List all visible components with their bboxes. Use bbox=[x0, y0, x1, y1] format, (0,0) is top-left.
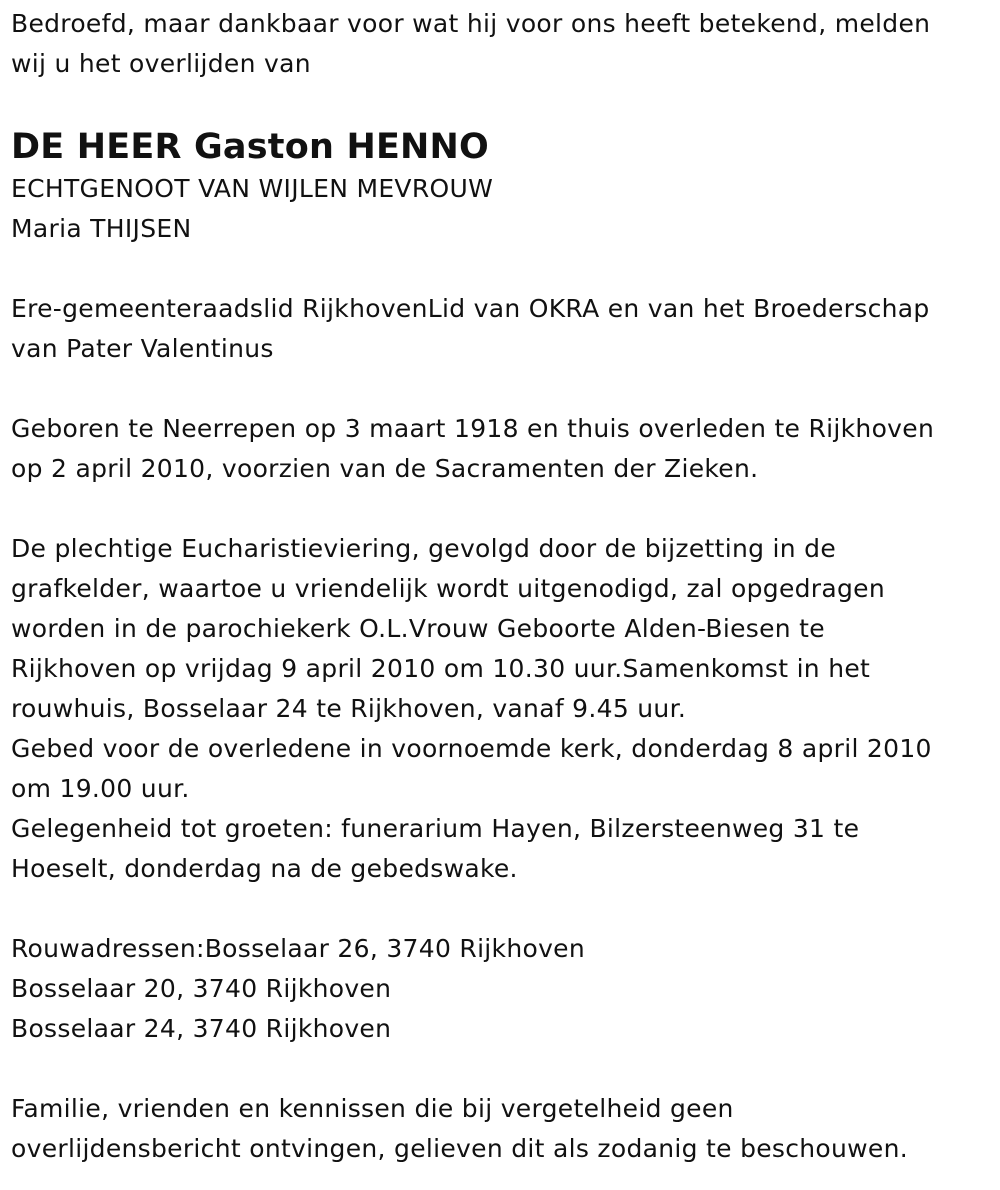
service-line-7: om 19.00 uur. bbox=[11, 774, 190, 803]
service-line-5: rouwhuis, Bosselaar 24 te Rijkhoven, vanaf 9.45 uur. bbox=[11, 694, 687, 723]
closing-line-2: overlijdensbericht ontvingen, gelieven dit als zodanig te beschouwen. bbox=[11, 1134, 908, 1163]
intro-paragraph bbox=[11, 4, 986, 84]
addresses-paragraph bbox=[11, 929, 986, 1049]
address-line-3: Bosselaar 24, 3740 Rijkhoven bbox=[11, 1014, 392, 1043]
memberships-paragraph bbox=[11, 289, 986, 369]
spouse-line-2: Maria THIJSEN bbox=[11, 214, 192, 243]
service-line-1: De plechtige Eucharistieviering, gevolgd door de bijzetting in de bbox=[11, 534, 837, 563]
address-line-1: Rouwadressen:Bosselaar 26, 3740 Rijkhoven bbox=[11, 934, 585, 963]
service-line-6: Gebed voor de overledene in voornoemde kerk, donderdag 8 april 2010 bbox=[11, 734, 932, 763]
intro-line-2: wij u het overlijden van bbox=[11, 49, 311, 78]
obituary-notice bbox=[11, 4, 986, 1169]
paragraph-gap bbox=[11, 1049, 986, 1089]
service-line-9: Hoeselt, donderdag na de gebedswake. bbox=[11, 854, 518, 883]
service-line-8: Gelegenheid tot groeten: funerarium Hayen, Bilzersteenweg 31 te bbox=[11, 814, 860, 843]
service-line-4: Rijkhoven op vrijdag 9 april 2010 om 10.30 uur.Samenkomst in het bbox=[11, 654, 871, 683]
spouse-line-1: ECHTGENOOT VAN WIJLEN MEVROUW bbox=[11, 174, 494, 203]
paragraph-gap bbox=[11, 889, 986, 929]
deceased-name: DE HEER Gaston HENNO bbox=[11, 127, 489, 167]
paragraph-gap bbox=[11, 249, 986, 289]
paragraph-gap bbox=[11, 489, 986, 529]
memberships-line-1: Ere-gemeenteraadslid RijkhovenLid van OKRA en van het Broederschap bbox=[11, 294, 930, 323]
service-line-2: grafkelder, waartoe u vriendelijk wordt uitgenodigd, zal opgedragen bbox=[11, 574, 885, 603]
closing-paragraph bbox=[11, 1089, 986, 1169]
service-line-3: worden in de parochiekerk O.L.Vrouw Geboorte Alden-Biesen te bbox=[11, 614, 825, 643]
spouse-info bbox=[11, 169, 986, 249]
paragraph-gap bbox=[11, 369, 986, 409]
memberships-line-2: van Pater Valentinus bbox=[11, 334, 274, 363]
address-line-2: Bosselaar 20, 3740 Rijkhoven bbox=[11, 974, 392, 1003]
birth-death-line-1: Geboren te Neerrepen op 3 maart 1918 en thuis overleden te Rijkhoven bbox=[11, 414, 935, 443]
birth-death-line-2: op 2 april 2010, voorzien van de Sacramenten der Zieken. bbox=[11, 454, 759, 483]
birth-death-paragraph bbox=[11, 409, 986, 489]
closing-line-1: Familie, vrienden en kennissen die bij vergetelheid geen bbox=[11, 1094, 734, 1123]
service-paragraph bbox=[11, 529, 986, 889]
intro-line-1: Bedroefd, maar dankbaar voor wat hij voor ons heeft betekend, melden bbox=[11, 9, 931, 38]
